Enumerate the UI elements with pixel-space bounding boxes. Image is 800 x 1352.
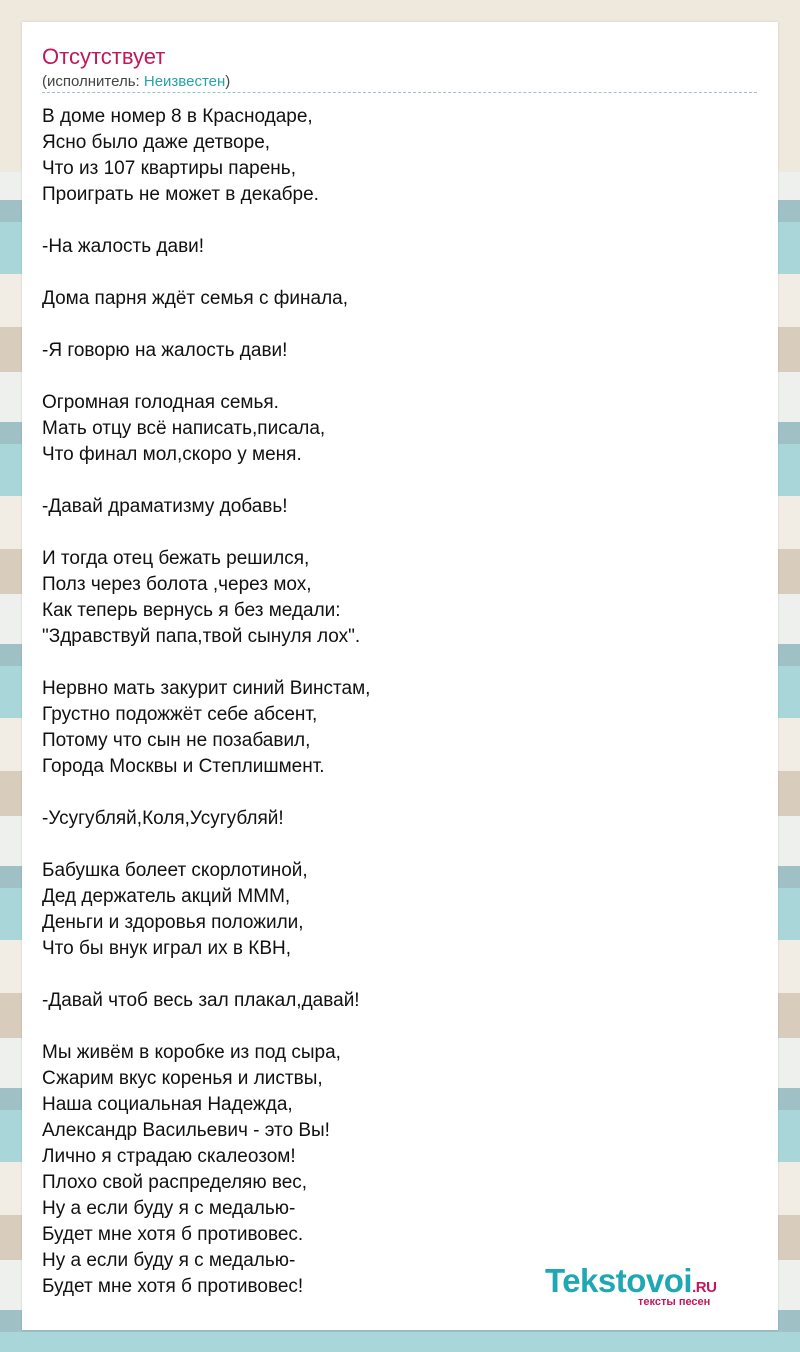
lyric-line: Будет мне хотя б противовес! <box>42 1276 304 1297</box>
artist-prefix: (исполнитель: <box>42 73 144 90</box>
lyric-line: Ну а если буду я с медалью- <box>42 1250 296 1271</box>
stanza-gap <box>42 832 742 858</box>
song-title: Отсутствует <box>42 44 166 69</box>
lyric-line: Будет мне хотя б противовес. <box>42 1224 304 1245</box>
lyric-line: Города Москвы и Степлишмент. <box>42 756 325 777</box>
lyric-line: Бабушка болеет скорлотиной, <box>42 860 308 881</box>
logo-name: Tekstovoi <box>545 1262 693 1299</box>
lyric-line: И тогда отец бежать решился, <box>42 548 310 569</box>
stanza-gap <box>42 962 742 988</box>
lyric-line: Что из 107 квартиры парень, <box>42 158 296 179</box>
lyric-line: Сжарим вкус коренья и листвы, <box>42 1068 323 1089</box>
lyric-line: Что бы внук играл их в КВН, <box>42 938 292 959</box>
stanza-gap <box>42 650 742 676</box>
lyric-line: Мать отцу всё написать,писала, <box>42 418 326 439</box>
lyric-line: Нервно мать закурит синий Винстам, <box>42 678 371 699</box>
artist-suffix: ) <box>225 73 231 90</box>
lyric-line: Мы живём в коробке из под сыра, <box>42 1042 341 1063</box>
artist-line <box>42 73 230 91</box>
lyric-line: Как теперь вернусь я без медали: <box>42 600 341 621</box>
lyric-line: Что финал мол,скоро у меня. <box>42 444 302 465</box>
logo-tld: .RU <box>692 1279 717 1296</box>
stanza-gap <box>42 1014 742 1040</box>
lyric-line: -На жалость дави! <box>42 236 205 257</box>
stanza-gap <box>42 468 742 494</box>
lyric-line: Ну а если буду я с медалью- <box>42 1198 296 1219</box>
lyric-line: Грустно подожжёт себе абсент, <box>42 704 318 725</box>
dotted-divider <box>42 92 757 93</box>
lyric-line: Плохо свой распределяю вес, <box>42 1172 308 1193</box>
lyrics-card <box>22 22 778 1330</box>
lyric-line: Полз через болота ,через мох, <box>42 574 312 595</box>
lyric-line: Дома парня ждёт семья с финала, <box>42 288 348 309</box>
lyric-line: Потому что сын не позабавил, <box>42 730 311 751</box>
lyric-line: В доме номер 8 в Краснодаре, <box>42 106 313 127</box>
lyric-line: Проиграть не может в декабре. <box>42 184 319 205</box>
lyric-line: Огромная голодная семья. <box>42 392 279 413</box>
lyric-line: -Усугубляй,Коля,Усугубляй! <box>42 808 284 829</box>
artist-link[interactable]: Неизвестен <box>143 73 226 90</box>
lyric-line: Наша социальная Надежда, <box>42 1094 293 1115</box>
stanza-gap <box>42 520 742 546</box>
lyric-line: -Я говорю на жалость дави! <box>42 340 288 361</box>
stanza-gap <box>42 260 742 286</box>
lyric-line: Лично я страдаю скалеозом! <box>42 1146 296 1167</box>
lyric-line: -Давай драматизму добавь! <box>42 496 288 517</box>
lyric-line: Дед держатель акций МММ, <box>42 886 291 907</box>
lyric-line: Ясно было даже детворе, <box>42 132 271 153</box>
lyric-line: Александр Васильевич - это Вы! <box>42 1120 330 1141</box>
stanza-gap <box>42 208 742 234</box>
stanza-gap <box>42 780 742 806</box>
lyrics-text <box>42 104 742 1300</box>
stanza-gap <box>42 364 742 390</box>
stanza-gap <box>42 312 742 338</box>
lyric-line: Деньги и здоровья положили, <box>42 912 304 933</box>
lyric-line: -Давай чтоб весь зал плакал,давай! <box>42 990 360 1011</box>
logo-tagline: тексты песен <box>638 1296 711 1308</box>
lyric-line: "Здравствуй папа,твой сынуля лох". <box>42 626 361 647</box>
